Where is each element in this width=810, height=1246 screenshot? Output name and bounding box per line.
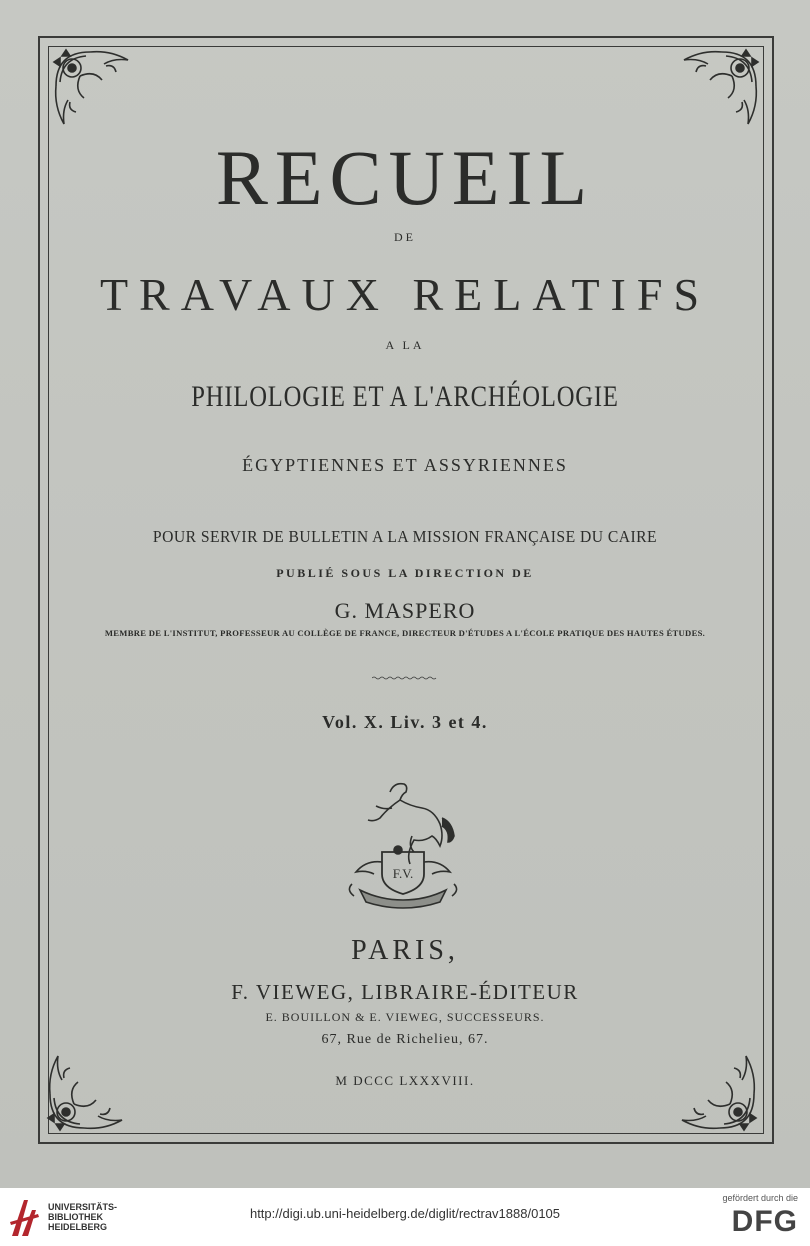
- volume-number: Vol. X. Liv. 3 et 4.: [322, 712, 488, 732]
- funded-by-label: gefördert durch die: [722, 1193, 798, 1203]
- library-line-3: HEIDELBERG: [48, 1222, 108, 1232]
- dfg-logo[interactable]: DFG: [731, 1205, 798, 1238]
- title-a-la: A LA: [385, 338, 425, 352]
- decorative-wavy-rule: [372, 676, 438, 680]
- corner-ornament-top-right: [678, 46, 762, 130]
- imprint-publisher: F. VIEWEG, LIBRAIRE-ÉDITEUR: [231, 980, 579, 1004]
- imprint-successors: E. BOUILLON & E. VIEWEG, SUCCESSEURS.: [265, 1010, 545, 1024]
- imprint-city: PARIS,: [351, 935, 459, 966]
- subtitle-publie: PUBLIÉ SOUS LA DIRECTION DE: [276, 566, 534, 580]
- digitization-footer: [0, 1188, 810, 1246]
- title-travaux-relatifs: TRAVAUX RELATIFS: [99, 269, 711, 320]
- title-de: DE: [394, 230, 416, 244]
- title-recueil: RECUEIL: [215, 134, 595, 221]
- corner-ornament-top-left: [50, 46, 134, 130]
- subtitle-pour-servir: POUR SERVIR DE BULLETIN A LA MISSION FRANÇAISE DU CAIRE: [152, 527, 658, 546]
- library-line-1: UNIVERSITÄTS-: [48, 1202, 118, 1212]
- permalink-url[interactable]: http://digi.ub.uni-heidelberg.de/diglit/rectrav1888/0105: [249, 1206, 561, 1221]
- corner-ornament-bottom-left: [44, 1050, 128, 1134]
- editor-name: G. MASPERO: [334, 598, 476, 623]
- title-egyptiennes: ÉGYPTIENNES ET ASSYRIENNES: [242, 455, 568, 475]
- editor-titles: MEMBRE DE L'INSTITUT, PROFESSEUR AU COLLÈGE DE FRANCE, DIRECTEUR D'ÉTUDES A L'ÉCOLE PRATIQUE DES HAUTES ÉTUDES.: [104, 628, 706, 638]
- library-line-2: BIBLIOTHEK: [48, 1212, 103, 1222]
- title-philologie: PHILOLOGIE ET A L'ARCHÉOLOGIE: [191, 380, 619, 413]
- emblem-monogram: F.V.: [392, 866, 414, 881]
- imprint-year: M DCCC LXXXVIII.: [335, 1073, 475, 1088]
- publisher-horse-emblem: [340, 778, 466, 910]
- imprint-address: 67, Rue de Richelieu, 67.: [321, 1032, 489, 1047]
- corner-ornament-bottom-right: [676, 1050, 760, 1134]
